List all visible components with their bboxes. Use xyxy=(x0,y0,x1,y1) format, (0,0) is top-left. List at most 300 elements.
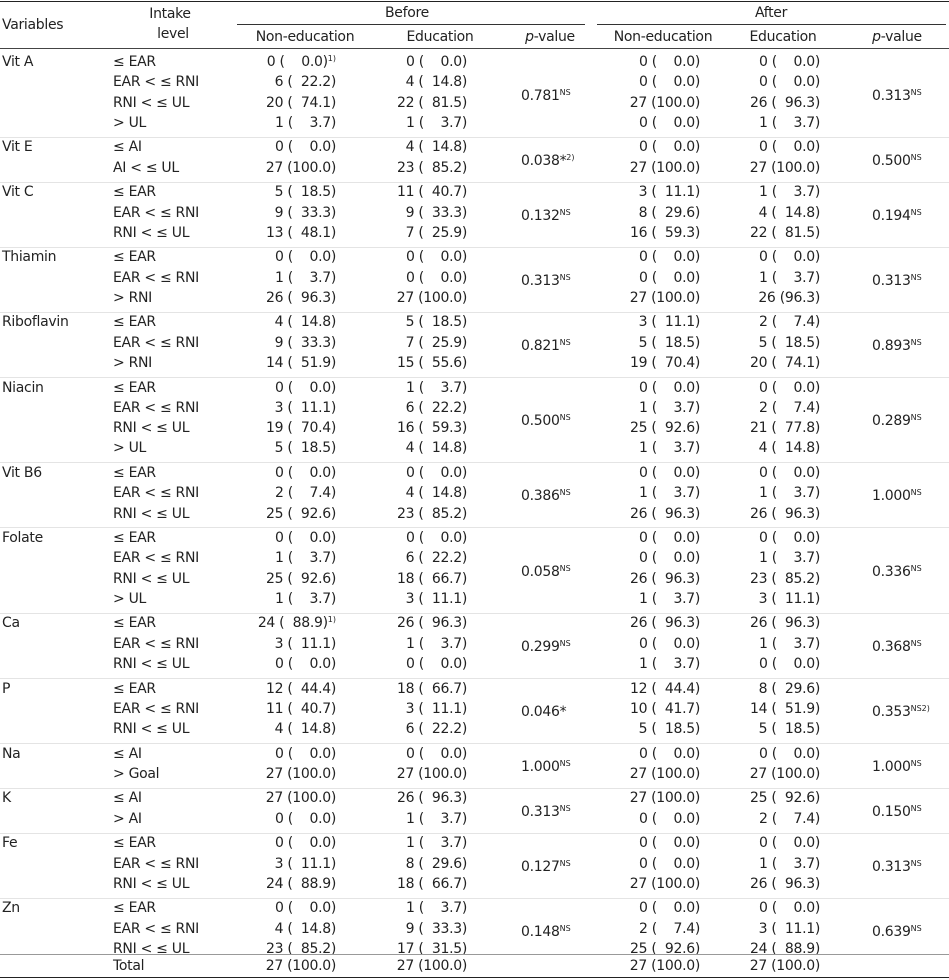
after-education-value-text: 2 ( 7.4) xyxy=(758,399,820,416)
before-non-education-value-text: 24 ( 88.9) xyxy=(266,875,336,892)
after-education-value-text: 0 ( 0.0) xyxy=(758,530,820,546)
after-education-value xyxy=(759,812,820,826)
p-value-after-footnote: NS xyxy=(910,152,922,162)
before-education-value-text: 0 ( 0.0) xyxy=(405,530,467,546)
group-divider xyxy=(0,898,949,899)
after-education-value xyxy=(759,336,820,350)
after-non-education-value xyxy=(639,140,700,154)
after-education-value-text: 26 ( 96.3) xyxy=(750,94,820,111)
p-value-before xyxy=(521,89,571,103)
before-education-value xyxy=(406,381,467,395)
variable-name xyxy=(2,140,32,154)
after-education-value-text: 4 ( 14.8) xyxy=(758,204,820,221)
before-non-education-value xyxy=(266,356,336,370)
intake-level-text: EAR < ≤ RNI xyxy=(113,550,199,567)
p-value-before xyxy=(521,154,575,168)
intake-level xyxy=(113,336,199,350)
after-education-value xyxy=(759,592,820,606)
total-after-non-education: 27 (100.0) xyxy=(629,958,700,974)
p-value-before-footnote: NS xyxy=(559,413,571,423)
p-value-before xyxy=(521,489,571,503)
after-non-education-value xyxy=(639,747,700,761)
before-education-value xyxy=(406,466,467,480)
after-non-education-value xyxy=(639,206,700,220)
p-value-after xyxy=(872,760,922,774)
intake-level xyxy=(113,702,199,716)
p-value-after xyxy=(872,209,922,223)
bottom-rule xyxy=(0,977,949,978)
p-value-after-text: 0.313 xyxy=(872,858,911,875)
after-non-education-value-text: 0 ( 0.0) xyxy=(638,855,700,872)
p-value-before xyxy=(521,805,571,819)
before-non-education-value xyxy=(266,291,336,305)
after-education-value-text: 1 ( 3.7) xyxy=(758,635,820,652)
before-education-value-text: 18 ( 66.7) xyxy=(397,570,467,587)
before-non-education-value xyxy=(275,722,336,736)
after-non-education-value-text: 0 ( 0.0) xyxy=(638,550,700,567)
after-education-value xyxy=(759,441,820,455)
intake-level xyxy=(113,421,189,435)
variable-name xyxy=(2,791,11,805)
p-value-before-footnote: NS xyxy=(559,638,571,648)
after-non-education-value xyxy=(639,551,700,565)
before-non-education-value-text: 19 ( 70.4) xyxy=(266,420,336,437)
before-education-value xyxy=(397,161,467,175)
before-non-education-value xyxy=(275,116,336,130)
before-education-value xyxy=(406,836,467,850)
variable-name-text: Na xyxy=(2,745,21,762)
p-value-after-footnote: NS xyxy=(910,337,922,347)
variable-name-text: Riboflavin xyxy=(2,314,69,331)
intake-level xyxy=(113,226,189,240)
after-education-value-text: 3 ( 11.1) xyxy=(758,920,820,937)
intake-level-text: > UL xyxy=(113,440,147,457)
intake-level-text: EAR < ≤ RNI xyxy=(113,334,199,351)
after-non-education-value xyxy=(630,421,700,435)
before-non-education-value xyxy=(275,812,336,826)
before-non-education-value-text: 14 ( 51.9) xyxy=(266,355,336,371)
variable-name-text: Thiamin xyxy=(2,249,57,266)
intake-level-text: RNI < ≤ UL xyxy=(113,420,190,437)
intake-level-text: ≤ AI xyxy=(113,790,142,807)
after-non-education-value-text: 0 ( 0.0) xyxy=(638,74,700,91)
intake-level-text: ≤ EAR xyxy=(113,680,156,697)
after-non-education-value-text: 8 ( 29.6) xyxy=(638,204,700,221)
group-divider xyxy=(0,833,949,834)
p-value-before xyxy=(521,414,571,428)
after-education-value-text: 1 ( 3.7) xyxy=(758,550,820,567)
before-education-value xyxy=(406,441,467,455)
intake-level xyxy=(113,836,156,850)
after-education-value xyxy=(759,206,820,220)
variable-name xyxy=(2,185,33,199)
before-education-value xyxy=(397,616,467,630)
before-non-education-value xyxy=(266,421,336,435)
p-value-before xyxy=(521,339,571,353)
intake-level xyxy=(113,616,156,630)
p-value-before-footnote: NS xyxy=(559,337,571,347)
before-education-value xyxy=(397,185,467,199)
after-education-value-text: 0 ( 0.0) xyxy=(758,745,820,762)
header-before-non-education: Non-education xyxy=(255,29,355,45)
after-non-education-value-text: 25 ( 92.6) xyxy=(630,420,700,437)
intake-level-text: RNI < ≤ UL xyxy=(113,940,190,957)
total-before-non-education: 27 (100.0) xyxy=(265,958,336,974)
p-value-after-text: 0.289 xyxy=(872,413,911,430)
before-non-education-value-text: 0 ( 0.0) xyxy=(274,835,336,852)
variable-name xyxy=(2,381,44,395)
intake-level xyxy=(113,531,156,545)
after-non-education-value xyxy=(630,507,700,521)
p-italic: p xyxy=(872,29,881,45)
variable-name-text: Vit A xyxy=(2,54,34,70)
after-education-value-text: 26 (96.3) xyxy=(758,289,820,306)
after-non-education-value-text: 0 ( 0.0) xyxy=(638,139,700,156)
before-education-value xyxy=(397,572,467,586)
before-education-value-text: 1 ( 3.7) xyxy=(405,835,467,852)
intake-level xyxy=(113,551,199,565)
before-education-value-text: 18 ( 66.7) xyxy=(397,875,467,892)
variable-name xyxy=(2,315,69,329)
p-rest: -value xyxy=(533,29,575,45)
intake-level xyxy=(113,140,142,154)
variable-name xyxy=(2,616,20,630)
before-non-education-value xyxy=(266,702,336,716)
after-non-education-value-text: 1 ( 3.7) xyxy=(638,399,700,416)
intake-level-text: RNI < ≤ UL xyxy=(113,875,190,892)
header-after-non-education: Non-education xyxy=(613,29,713,45)
variable-name-text: K xyxy=(2,790,11,807)
intake-level-text: EAR < ≤ RNI xyxy=(113,399,199,416)
intake-level-text: > UL xyxy=(113,114,147,131)
before-non-education-value-text: 1 ( 3.7) xyxy=(274,550,336,567)
before-education-value xyxy=(406,401,467,415)
after-education-value-text: 26 ( 96.3) xyxy=(750,875,820,892)
after-non-education-value xyxy=(639,836,700,850)
before-education-value-text: 27 (100.0) xyxy=(396,289,467,306)
intake-level-text: ≤ EAR xyxy=(113,314,156,331)
p-value-after-footnote: NS xyxy=(910,272,922,282)
after-non-education-value-text: 1 ( 3.7) xyxy=(638,485,700,502)
intake-level xyxy=(113,271,199,285)
before-non-education-value xyxy=(275,315,336,329)
p-value-after-footnote: NS xyxy=(910,413,922,423)
p-value-before xyxy=(521,640,571,654)
after-education-value-text: 23 ( 85.2) xyxy=(750,570,820,587)
after-education-value-text: 8 ( 29.6) xyxy=(758,680,820,697)
before-non-education-value-text: 11 ( 40.7) xyxy=(266,700,336,717)
after-education-value-text: 1 ( 3.7) xyxy=(758,114,820,131)
before-non-education-value xyxy=(275,637,336,651)
intake-level xyxy=(113,791,142,805)
intake-level-text: RNI < ≤ UL xyxy=(113,224,190,241)
intake-level-text: EAR < ≤ RNI xyxy=(113,204,199,221)
before-non-education-value xyxy=(275,401,336,415)
after-non-education-value xyxy=(639,901,700,915)
after-non-education-value xyxy=(639,592,700,606)
before-education-value xyxy=(406,271,467,285)
before-education-value-text: 26 ( 96.3) xyxy=(397,790,467,807)
before-education-value xyxy=(406,637,467,651)
before-non-education-value xyxy=(266,226,336,240)
p-italic: p xyxy=(525,29,534,45)
before-education-value xyxy=(406,592,467,606)
before-non-education-value-text: 27 (100.0) xyxy=(265,790,336,807)
before-non-education-value xyxy=(266,96,336,110)
after-non-education-value xyxy=(639,401,700,415)
variable-name-text: Niacin xyxy=(2,379,44,396)
intake-level xyxy=(113,356,152,370)
before-education-value-text: 23 ( 85.2) xyxy=(397,159,467,176)
before-education-value-text: 6 ( 22.2) xyxy=(405,399,467,416)
after-non-education-value xyxy=(630,682,700,696)
variable-name xyxy=(2,682,10,696)
intake-level-text: EAR < ≤ RNI xyxy=(113,74,199,91)
before-non-education-value-text: 27 (100.0) xyxy=(265,159,336,176)
before-non-education-value-text: 1 ( 3.7) xyxy=(274,590,336,607)
before-education-value-text: 4 ( 14.8) xyxy=(405,139,467,156)
after-non-education-value xyxy=(639,250,700,264)
intake-level xyxy=(113,682,156,696)
intake-level-text: EAR < ≤ RNI xyxy=(113,700,199,717)
before-education-value-text: 7 ( 25.9) xyxy=(405,334,467,351)
group-divider xyxy=(0,743,949,744)
intake-level xyxy=(113,637,199,651)
before-education-value xyxy=(406,206,467,220)
after-education-value-text: 25 ( 92.6) xyxy=(750,790,820,807)
before-education-value-text: 0 ( 0.0) xyxy=(405,54,467,70)
after-non-education-value xyxy=(639,336,700,350)
before-non-education-value-text: 0 ( 0.0) xyxy=(274,656,336,672)
before-education-value xyxy=(406,250,467,264)
after-non-education-value-text: 27 (100.0) xyxy=(629,289,700,306)
after-non-education-value-text: 10 ( 41.7) xyxy=(630,700,700,717)
p-value-before-footnote: NS xyxy=(559,563,571,573)
before-education-value-text: 8 ( 29.6) xyxy=(405,855,467,872)
after-education-value-text: 27 (100.0) xyxy=(749,765,820,782)
before-education-value xyxy=(406,226,467,240)
before-education-value xyxy=(406,315,467,329)
p-value-before-footnote: NS xyxy=(559,858,571,868)
after-education-value xyxy=(750,507,820,521)
before-non-education-value xyxy=(275,336,336,350)
before-non-education-value xyxy=(275,271,336,285)
intake-level-text: ≤ EAR xyxy=(113,184,156,201)
after-education-value-text: 0 ( 0.0) xyxy=(758,249,820,266)
p-value-after-footnote: NS2) xyxy=(910,703,930,713)
before-education-value xyxy=(406,922,467,936)
after-non-education-value xyxy=(630,791,700,805)
before-non-education-value-text: 2 ( 7.4) xyxy=(274,485,336,502)
before-non-education-value xyxy=(267,55,336,69)
intake-level-text: > RNI xyxy=(113,289,153,306)
before-non-education-value-text: 0 ( 0.0) xyxy=(266,54,328,70)
before-non-education-value-text: 0 ( 0.0) xyxy=(274,139,336,156)
after-non-education-value xyxy=(639,466,700,480)
before-non-education-value xyxy=(275,486,336,500)
p-value-before-text: 0.313 xyxy=(521,272,560,289)
group-divider xyxy=(0,137,949,138)
after-non-education-value-text: 27 (100.0) xyxy=(629,94,700,111)
intake-level-text: ≤ EAR xyxy=(113,900,156,917)
after-education-value xyxy=(750,356,820,370)
after-non-education-value xyxy=(639,381,700,395)
before-education-value-text: 1 ( 3.7) xyxy=(405,810,467,827)
before-education-value xyxy=(406,901,467,915)
before-education-value-text: 4 ( 14.8) xyxy=(405,440,467,457)
variable-name xyxy=(2,466,42,480)
after-non-education-value xyxy=(630,161,700,175)
after-education-value-text: 22 ( 81.5) xyxy=(750,224,820,241)
intake-level xyxy=(113,55,156,69)
p-value-before-text: 1.000 xyxy=(521,758,560,775)
p-value-before-text: 0.386 xyxy=(521,488,560,505)
before-education-value-text: 27 (100.0) xyxy=(396,765,467,782)
after-non-education-value-text: 27 (100.0) xyxy=(629,875,700,892)
before-non-education-value-text: 4 ( 14.8) xyxy=(274,721,336,738)
after-education-value-text: 1 ( 3.7) xyxy=(758,184,820,201)
after-education-value xyxy=(750,791,820,805)
intake-level-text: ≤ EAR xyxy=(113,835,156,852)
before-education-value xyxy=(406,75,467,89)
after-non-education-value-text: 0 ( 0.0) xyxy=(638,530,700,546)
after-non-education-value-text: 0 ( 0.0) xyxy=(638,379,700,396)
after-non-education-value-text: 26 ( 96.3) xyxy=(630,615,700,632)
after-non-education-value xyxy=(630,767,700,781)
after-non-education-value xyxy=(639,657,700,671)
after-non-education-value xyxy=(639,812,700,826)
p-value-before-footnote: NS xyxy=(559,803,571,813)
before-education-value-text: 0 ( 0.0) xyxy=(405,656,467,672)
header-intake-line2: level xyxy=(157,26,189,42)
after-non-education-value-text: 12 ( 44.4) xyxy=(630,680,700,697)
intake-level xyxy=(113,315,156,329)
intake-level xyxy=(113,161,179,175)
after-education-value xyxy=(759,401,820,415)
before-non-education-value xyxy=(275,531,336,545)
after-non-education-value xyxy=(630,291,700,305)
after-education-value-text: 5 ( 18.5) xyxy=(758,721,820,738)
after-education-value xyxy=(750,877,820,891)
after-education-value xyxy=(750,96,820,110)
intake-level xyxy=(113,250,156,264)
intake-level-text: ≤ EAR xyxy=(113,530,156,546)
after-non-education-value-text: 0 ( 0.0) xyxy=(638,249,700,266)
after-education-value xyxy=(759,116,820,130)
after-education-value-text: 21 ( 77.8) xyxy=(750,420,820,437)
header-before-p-value xyxy=(525,30,575,44)
before-education-value xyxy=(406,812,467,826)
intake-level xyxy=(113,812,142,826)
header-variables: Variables xyxy=(2,17,64,33)
before-non-education-value-text: 9 ( 33.3) xyxy=(274,334,336,351)
intake-level xyxy=(113,401,199,415)
before-non-education-value-text: 6 ( 22.2) xyxy=(274,74,336,91)
after-non-education-value xyxy=(639,531,700,545)
after-non-education-value xyxy=(630,356,700,370)
before-education-value xyxy=(406,336,467,350)
after-non-education-value-text: 3 ( 11.1) xyxy=(638,184,700,201)
p-value-after-text: 1.000 xyxy=(872,488,911,505)
p-value-before xyxy=(521,209,571,223)
p-value-after-text: 0.639 xyxy=(872,923,911,940)
before-non-education-value xyxy=(275,75,336,89)
before-non-education-value-text: 26 ( 96.3) xyxy=(266,289,336,306)
header-before: Before xyxy=(385,5,429,21)
after-education-value xyxy=(759,185,820,199)
after-non-education-value xyxy=(630,96,700,110)
before-education-value xyxy=(406,486,467,500)
after-non-education-value xyxy=(639,441,700,455)
after-education-value-text: 1 ( 3.7) xyxy=(758,269,820,286)
after-education-value xyxy=(759,531,820,545)
after-non-education-value-text: 0 ( 0.0) xyxy=(638,464,700,481)
before-rule xyxy=(237,24,585,25)
before-education-value xyxy=(397,291,467,305)
before-non-education-value-text: 0 ( 0.0) xyxy=(274,900,336,917)
group-divider xyxy=(0,247,949,248)
after-education-value xyxy=(759,55,820,69)
after-education-value-text: 0 ( 0.0) xyxy=(758,464,820,481)
after-education-value-text: 14 ( 51.9) xyxy=(750,700,820,717)
after-education-value-text: 26 ( 96.3) xyxy=(750,505,820,522)
p-value-after-text: 0.353 xyxy=(872,703,911,720)
p-value-after-footnote: NS xyxy=(910,638,922,648)
p-value-after-text: 1.000 xyxy=(872,758,911,775)
after-education-value-text: 0 ( 0.0) xyxy=(758,835,820,852)
intake-level-text: RNI < ≤ UL xyxy=(113,570,190,587)
after-non-education-value-text: 26 ( 96.3) xyxy=(630,570,700,587)
group-divider xyxy=(0,377,949,378)
after-education-value xyxy=(759,140,820,154)
after-education-value xyxy=(759,682,820,696)
before-education-value-text: 0 ( 0.0) xyxy=(405,249,467,266)
after-education-value xyxy=(750,421,820,435)
before-education-value-text: 0 ( 0.0) xyxy=(405,745,467,762)
intake-level xyxy=(113,747,142,761)
before-non-education-value-text: 5 ( 18.5) xyxy=(274,440,336,457)
before-non-education-value-text: 5 ( 18.5) xyxy=(274,184,336,201)
after-non-education-value-text: 1 ( 3.7) xyxy=(638,440,700,457)
before-non-education-value-text: 0 ( 0.0) xyxy=(274,745,336,762)
after-non-education-value xyxy=(639,486,700,500)
after-education-value xyxy=(759,381,820,395)
p-value-before-text: 0.299 xyxy=(521,638,560,655)
after-education-value-text: 3 ( 11.1) xyxy=(758,590,820,607)
intake-level xyxy=(113,877,189,891)
after-education-value-text: 20 ( 74.1) xyxy=(750,355,820,371)
p-value-before-text: 0.038* xyxy=(521,152,567,169)
total-after-education: 27 (100.0) xyxy=(749,958,820,974)
p-value-after-footnote: NS xyxy=(910,87,922,97)
after-non-education-value-text: 0 ( 0.0) xyxy=(638,114,700,131)
p-value-after-text: 0.194 xyxy=(872,207,911,224)
header-before-education: Education xyxy=(406,29,474,45)
before-non-education-value-text: 1 ( 3.7) xyxy=(274,269,336,286)
p-value-after xyxy=(872,705,930,719)
after-non-education-value xyxy=(639,315,700,329)
intake-level-text: > UL xyxy=(113,590,147,607)
p-value-after xyxy=(872,89,922,103)
before-education-value xyxy=(406,702,467,716)
intake-level xyxy=(113,922,199,936)
before-non-education-value-text: 27 (100.0) xyxy=(265,765,336,782)
after-education-value xyxy=(759,637,820,651)
variable-name xyxy=(2,901,20,915)
after-education-value xyxy=(759,250,820,264)
intake-level xyxy=(113,722,189,736)
header-intake-line1: Intake xyxy=(149,6,191,22)
